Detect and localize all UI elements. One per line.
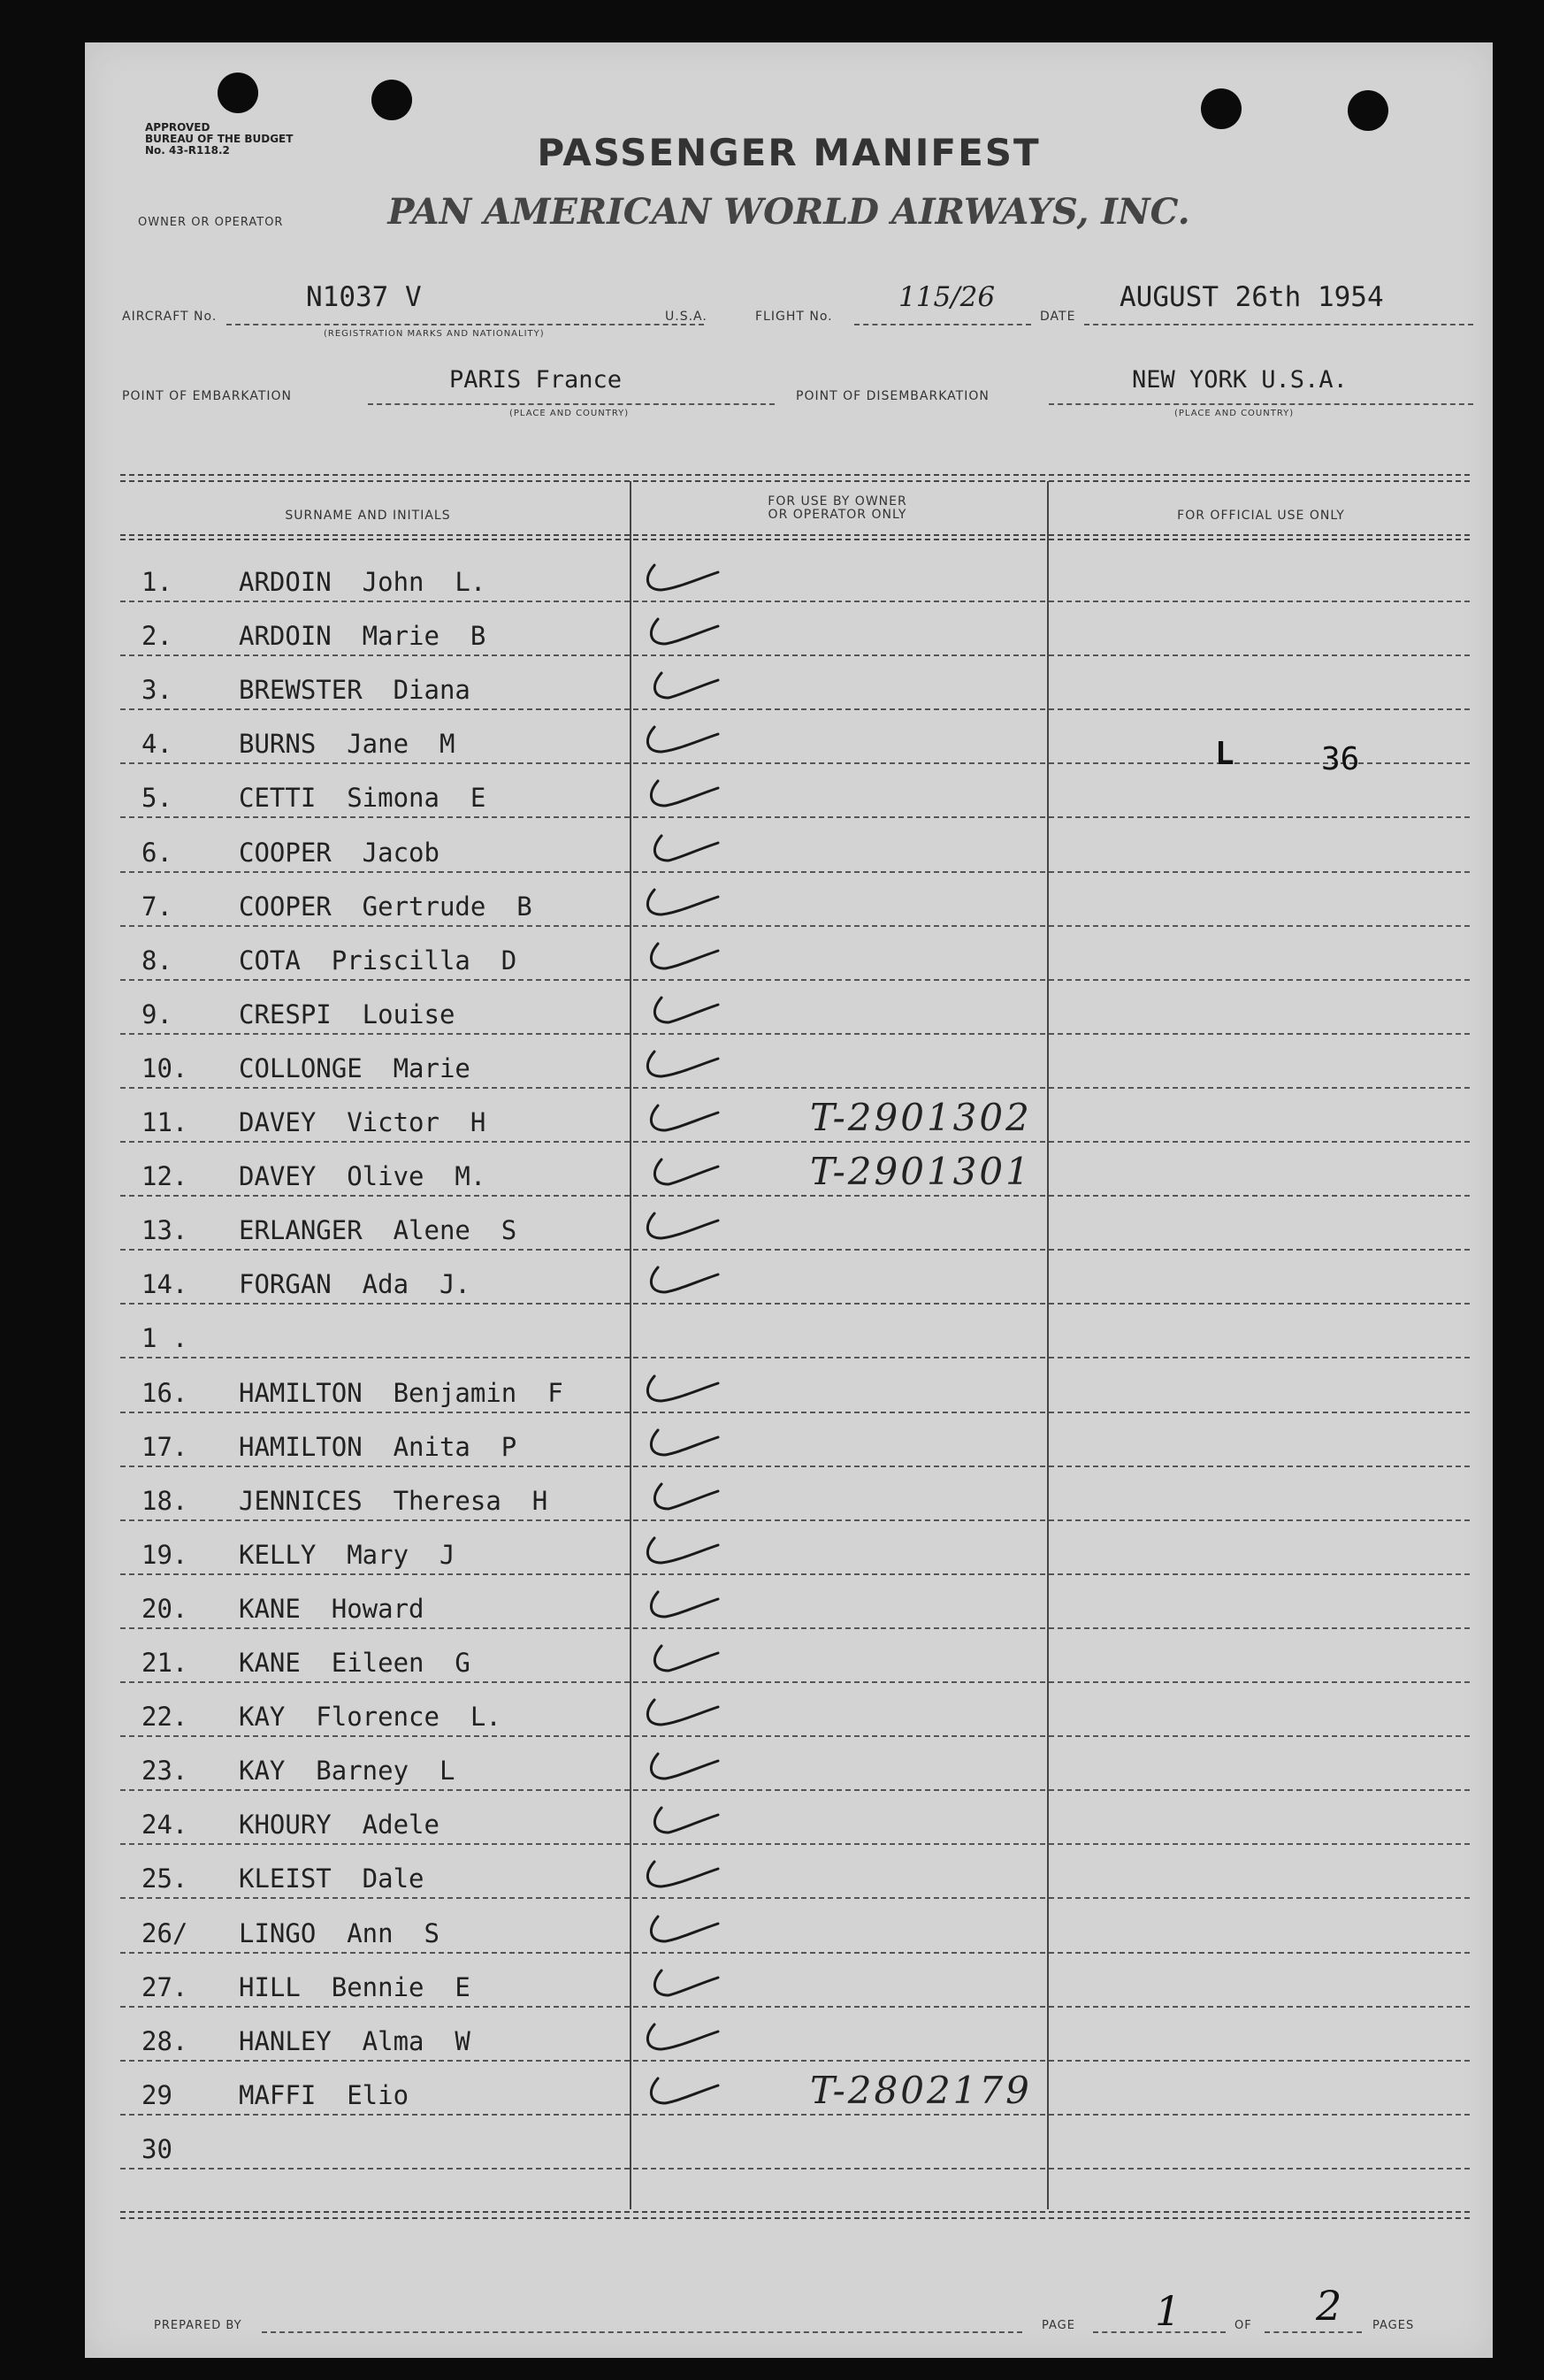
passenger-row: [120, 1681, 1470, 1737]
check-mark-icon: [642, 991, 722, 1031]
passenger-row: [120, 1735, 1470, 1791]
passenger-row: [120, 547, 1470, 602]
passenger-row: [120, 654, 1470, 710]
passenger-row: [120, 1898, 1470, 1954]
passenger-name: COOPER Gertrude B: [239, 891, 532, 922]
date-line: [1084, 324, 1473, 325]
passenger-name: ARDOIN John L.: [239, 567, 486, 597]
passenger-row: [120, 1412, 1470, 1467]
passenger-name: KAY Barney L: [239, 1756, 455, 1787]
passenger-name: BREWSTER Diana: [239, 675, 470, 706]
check-mark-icon: [642, 558, 722, 599]
row-number: 16.: [141, 1377, 188, 1408]
table-top-border: [120, 474, 1470, 482]
passenger-name: LINGO Ann S: [239, 1917, 440, 1948]
row-number: 25.: [141, 1863, 188, 1894]
row-number: 24.: [141, 1810, 188, 1840]
page-value: 1: [1155, 2287, 1181, 2335]
official-mark-letter: L: [1215, 736, 1234, 772]
company-name: PAN AMERICAN WORLD AIRWAYS, INC.: [387, 191, 1190, 233]
passenger-row: [120, 871, 1470, 927]
surname-column-header: SURNAME AND INITIALS: [285, 509, 451, 523]
aircraft-value: N1037 V: [306, 281, 422, 313]
row-number: 21.: [141, 1648, 188, 1678]
page-title: PASSENGER MANIFEST: [537, 131, 1041, 174]
passenger-name: HILL Bennie E: [239, 1971, 470, 2002]
check-mark-icon: [642, 720, 722, 761]
passenger-name: KANE Eileen G: [239, 1648, 470, 1678]
passenger-row: [120, 1141, 1470, 1197]
table-bottom-border: [120, 2211, 1470, 2219]
punch-hole: [1348, 90, 1388, 131]
passenger-name: KLEIST Dale: [239, 1863, 424, 1894]
check-mark-icon: [642, 1369, 722, 1410]
official-mark-number: 36: [1321, 741, 1360, 777]
check-mark-icon: [642, 2071, 722, 2112]
prepared-by-line: [262, 2331, 1022, 2333]
passenger-row: [120, 708, 1470, 764]
check-mark-icon: [642, 883, 722, 923]
embarkation-line: [368, 403, 775, 405]
owner-label: OWNER OR OPERATOR: [138, 216, 284, 229]
prepared-by-label: PREPARED BY: [154, 2319, 242, 2332]
check-mark-icon: [642, 1855, 722, 1895]
passenger-name: JENNICES Theresa H: [239, 1485, 548, 1516]
row-number: 4.: [141, 729, 172, 760]
check-mark-icon: [642, 829, 722, 869]
passenger-name: KANE Howard: [239, 1593, 424, 1624]
passenger-row: [120, 1087, 1470, 1143]
approval-stamp: APPROVED BUREAU OF THE BUDGET No. 43-R118.2: [145, 121, 294, 157]
passenger-row: [120, 925, 1470, 981]
row-number: 27.: [141, 1971, 188, 2002]
row-number: 1.: [141, 567, 172, 597]
flight-line: [854, 324, 1031, 325]
row-number: 7.: [141, 891, 172, 922]
date-value: AUGUST 26th 1954: [1120, 281, 1384, 313]
passenger-row: [120, 1249, 1470, 1305]
pages-label: PAGES: [1372, 2319, 1415, 2332]
aircraft-label: AIRCRAFT No.: [122, 310, 218, 324]
row-number: 2.: [141, 621, 172, 652]
passenger-name: COTA Priscilla D: [239, 945, 517, 976]
row-number: 13.: [141, 1215, 188, 1246]
check-mark-icon: [642, 1693, 722, 1733]
row-number: 8.: [141, 945, 172, 976]
passenger-row: [120, 601, 1470, 656]
owner-column-header: FOR USE BY OWNER OR OPERATOR ONLY: [768, 494, 907, 522]
passenger-name: ARDOIN Marie B: [239, 621, 486, 652]
usa-label: U.S.A.: [665, 310, 707, 324]
passenger-row: [120, 1843, 1470, 1899]
date-label: DATE: [1040, 310, 1076, 324]
row-number: 29: [141, 2079, 172, 2110]
embarkation-label: POINT OF EMBARKATION: [122, 389, 293, 403]
row-number: 6.: [141, 837, 172, 868]
row-number: 11.: [141, 1107, 188, 1137]
row-number: 20.: [141, 1593, 188, 1624]
passenger-row: [120, 1195, 1470, 1251]
row-number: 5.: [141, 783, 172, 814]
flight-value: 115/26: [898, 281, 996, 313]
passenger-name: HAMILTON Benjamin F: [239, 1377, 563, 1408]
check-mark-icon: [642, 1152, 722, 1193]
passenger-row: [120, 2006, 1470, 2062]
check-mark-icon: [642, 1423, 722, 1464]
manifest-sheet: [85, 42, 1493, 2358]
embarkation-value: PARIS France: [449, 366, 623, 394]
row-number: 12.: [141, 1161, 188, 1192]
passenger-name: MAFFI Elio: [239, 2079, 409, 2110]
passenger-name: KELLY Mary J: [239, 1539, 455, 1570]
header-separator: [120, 534, 1470, 540]
passenger-name: KAY Florence L.: [239, 1702, 501, 1733]
passenger-row: [120, 762, 1470, 818]
ticket-number: T-2901302: [810, 1096, 1032, 1139]
row-number: 17.: [141, 1431, 188, 1462]
row-number: 23.: [141, 1756, 188, 1787]
check-mark-icon: [642, 2017, 722, 2058]
row-number: 1 .: [141, 1323, 188, 1354]
check-mark-icon: [642, 1801, 722, 1841]
passenger-name: COLLONGE Marie: [239, 1052, 470, 1083]
punch-hole: [1201, 88, 1242, 129]
of-label: OF: [1234, 2319, 1252, 2332]
punch-hole: [218, 73, 258, 113]
passenger-name: HANLEY Alma W: [239, 2025, 470, 2056]
official-column-header: FOR OFFICIAL USE ONLY: [1177, 509, 1345, 523]
passenger-name: CRESPI Louise: [239, 999, 455, 1029]
row-number: 3.: [141, 675, 172, 706]
embarkation-caption: (PLACE AND COUNTRY): [509, 409, 630, 418]
passenger-row: [120, 1627, 1470, 1683]
passenger-row: [120, 1573, 1470, 1629]
check-mark-icon: [642, 1747, 722, 1787]
passenger-name: DAVEY Victor H: [239, 1107, 486, 1137]
ticket-number: T-2901301: [810, 1150, 1032, 1194]
disembarkation-value: NEW YORK U.S.A.: [1132, 366, 1348, 394]
disembarkation-line: [1049, 403, 1473, 405]
passenger-row: [120, 1519, 1470, 1575]
row-number: 18.: [141, 1485, 188, 1516]
disembarkation-caption: (PLACE AND COUNTRY): [1174, 409, 1295, 418]
passenger-name: HAMILTON Anita P: [239, 1431, 517, 1462]
check-mark-icon: [642, 666, 722, 707]
flight-label: FLIGHT No.: [755, 310, 833, 324]
of-value: 2: [1316, 2282, 1342, 2330]
row-number: 19.: [141, 1539, 188, 1570]
ticket-number: T-2802179: [810, 2068, 1032, 2112]
row-number: 9.: [141, 999, 172, 1029]
row-number: 22.: [141, 1702, 188, 1733]
passenger-row: [120, 2060, 1470, 2116]
passenger-row: [120, 1358, 1470, 1413]
check-mark-icon: [642, 937, 722, 977]
passenger-name: CETTI Simona E: [239, 783, 486, 814]
passenger-name: KHOURY Adele: [239, 1810, 440, 1840]
passenger-row: [120, 1789, 1470, 1845]
check-mark-icon: [642, 1963, 722, 2004]
punch-hole: [371, 80, 412, 120]
passenger-row: [120, 2114, 1470, 2170]
passenger-name: FORGAN Ada J.: [239, 1269, 470, 1300]
passenger-name: COOPER Jacob: [239, 837, 440, 868]
of-line: [1265, 2331, 1362, 2333]
check-mark-icon: [642, 1909, 722, 1950]
row-number: 14.: [141, 1269, 188, 1300]
check-mark-icon: [642, 1206, 722, 1247]
row-number: 28.: [141, 2025, 188, 2056]
check-mark-icon: [642, 1260, 722, 1301]
registration-caption: (REGISTRATION MARKS AND NATIONALITY): [324, 329, 545, 339]
passenger-row: [120, 1303, 1470, 1358]
passenger-name: ERLANGER Alene S: [239, 1215, 517, 1246]
check-mark-icon: [642, 612, 722, 653]
check-mark-icon: [642, 1639, 722, 1680]
page-label: PAGE: [1042, 2319, 1075, 2332]
passenger-name: BURNS Jane M: [239, 729, 455, 760]
row-number: 10.: [141, 1052, 188, 1083]
passenger-row: [120, 817, 1470, 873]
check-mark-icon: [642, 1585, 722, 1626]
passenger-row: [120, 979, 1470, 1035]
check-mark-icon: [642, 1531, 722, 1572]
passenger-row: [120, 1465, 1470, 1521]
check-mark-icon: [642, 1045, 722, 1085]
row-number: 26/: [141, 1917, 188, 1948]
disembarkation-label: POINT OF DISEMBARKATION: [796, 389, 990, 403]
passenger-row: [120, 1033, 1470, 1089]
row-number: 30: [141, 2133, 172, 2164]
check-mark-icon: [642, 1477, 722, 1518]
passenger-name: DAVEY Olive M.: [239, 1161, 486, 1192]
passenger-row: [120, 1952, 1470, 2008]
check-mark-icon: [642, 1098, 722, 1139]
aircraft-line: [226, 324, 704, 325]
check-mark-icon: [642, 774, 722, 815]
